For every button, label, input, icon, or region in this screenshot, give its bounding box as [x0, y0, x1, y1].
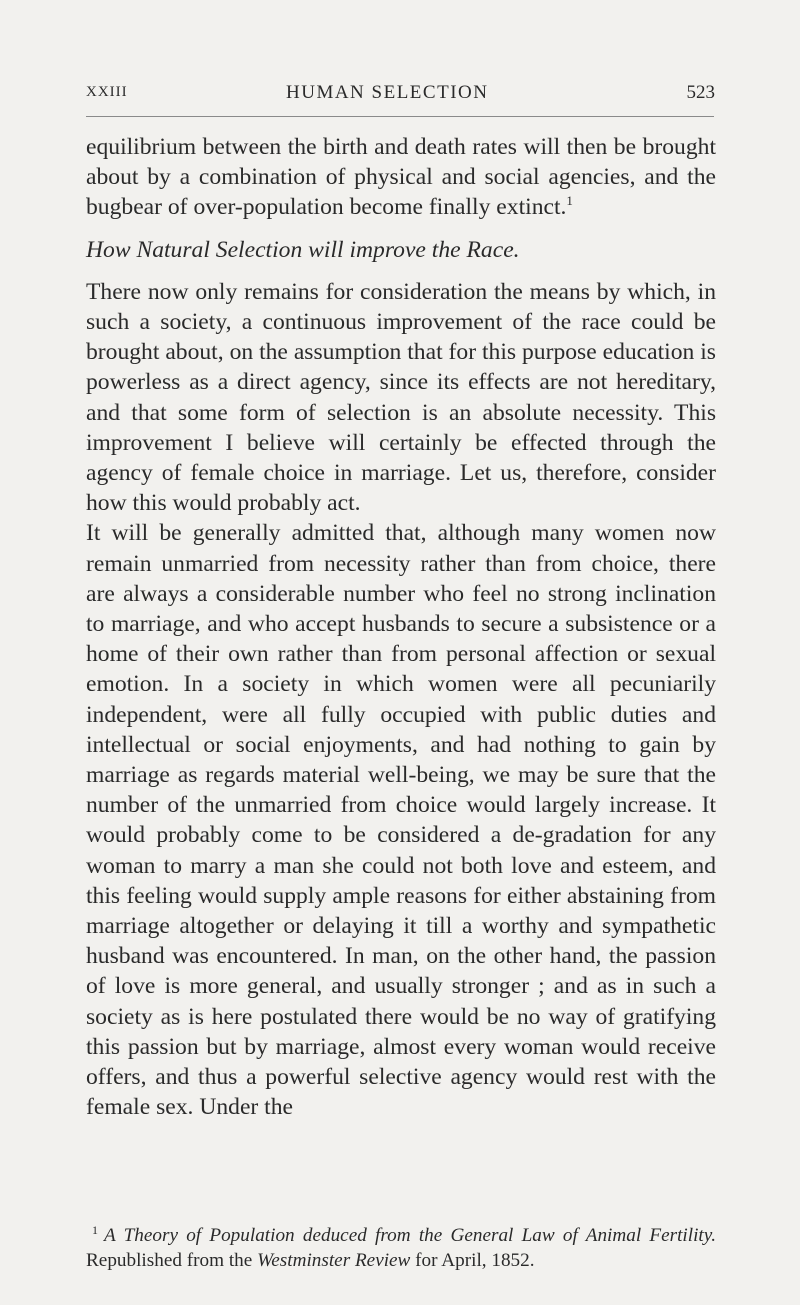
footnote-reference: 1	[566, 193, 573, 209]
running-title: HUMAN SELECTION	[286, 82, 489, 103]
header-rule	[86, 116, 714, 117]
footnote-marker: 1	[92, 1223, 98, 1237]
running-head	[86, 84, 715, 110]
footnote-text-pre: Republished from the	[86, 1250, 253, 1271]
paragraph-1	[86, 132, 716, 223]
body-text	[86, 132, 716, 1123]
paragraph-2: There now only remains for consideration the means by which, in such a society, a continuous improvement of the race could be brought about, on the assumption that for this purpose education is powerless as a direct agency, since its effects are not hereditary, and that some form of selection is an absolute necessity. This improvement I believe will certainly be effected through the agency of female choice in marriage. Let us, therefore, consider how this would probably act.	[86, 278, 716, 517]
section-heading: How Natural Selection will improve the Race.	[86, 236, 520, 263]
footnote	[86, 1223, 716, 1273]
page-number: 523	[686, 82, 715, 103]
paragraph-1-text: equilibrium between the birth and death rates will then be brought about by a combination of physical and social agencies, and the bugbear of over-population become finally extinct.	[86, 134, 716, 221]
footnote-title: A Theory of Population deduced from the General Law of Animal Fertility.	[104, 1225, 716, 1246]
paragraph-3: It will be generally admitted that, although many women now remain unmarried from necessity rather than from choice, there are always a considerable number who feel no strong inclination to marriage, and who accept husbands to secure a subsistence or a home of their own rather than from personal affection or sexual emotion. In a society in which women were all pecuniarily independent, were all fully occupied with public duties and intellectual or social enjoyments, and had nothing to gain by marriage as regards material well-being, we may be sure that the number of the unmarried from choice would largely increase. It would probably come to be considered a de-gradation for any woman to marry a man she could not both love and esteem, and this feeling would supply ample reasons for either abstaining from marriage altogether or delaying it till a worthy and sympathetic husband was encountered. In man, on the other hand, the passion of love is more general, and usually stronger ; and as in such a society as is here postulated there would be no way of gratifying this passion but by marriage, almost every woman would receive offers, and thus a powerful selective agency would rest with the female sex. Under the	[86, 520, 716, 1121]
chapter-number: XXIII	[86, 84, 128, 100]
footnote-text-post: for April, 1852.	[415, 1250, 535, 1271]
footnote-journal: Westminster Review	[257, 1250, 411, 1271]
